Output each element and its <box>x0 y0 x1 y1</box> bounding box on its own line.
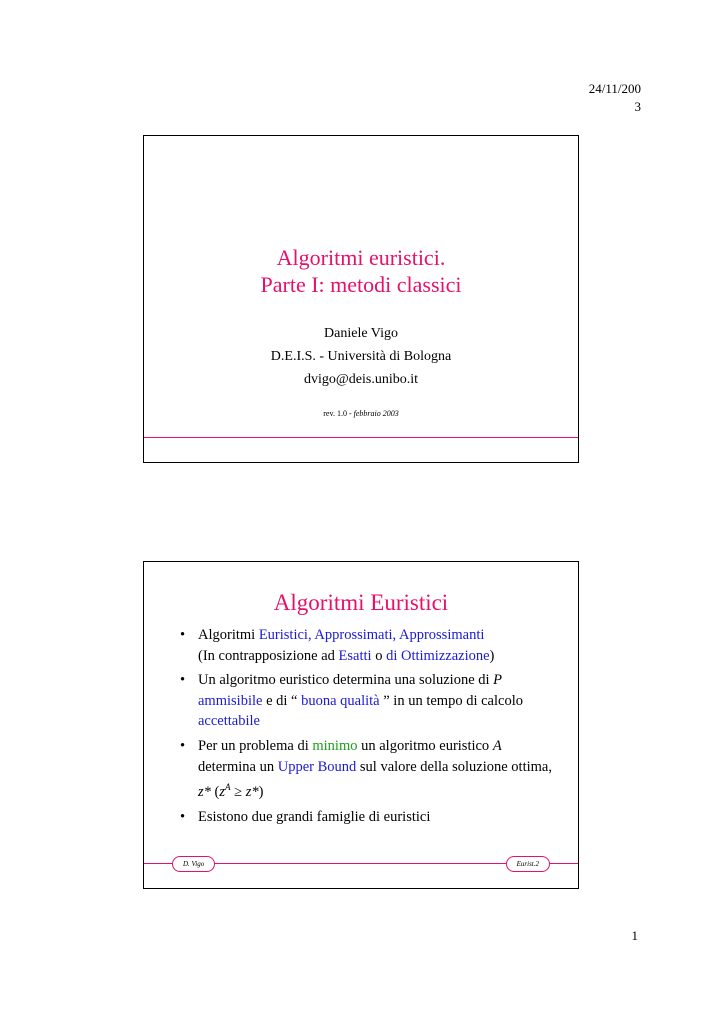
author-email: dvigo@deis.unibo.it <box>303 372 418 387</box>
bullet-4-text: Esistono due grandi famiglie di euristici <box>198 808 431 825</box>
bullet-1-text: Algoritmi <box>198 627 259 643</box>
header-date-line1: 24/11/200 <box>588 81 641 96</box>
bullet-1-text-2: (In contrapposizione ad <box>198 647 339 664</box>
bullet-1-ottimizzazione: di Ottimizzazione <box>386 647 490 664</box>
bullet-3-z: z <box>219 783 226 800</box>
bullet-4 <box>180 807 558 828</box>
bullet-1-esatti: Esatti <box>338 647 372 664</box>
bullet-2-text-3: ” in un tempo di calcolo <box>379 692 523 709</box>
bullet-2-buona-qualita: buona qualità <box>301 692 380 709</box>
slide-2-bullet-list <box>180 625 558 831</box>
bullet-2-text-2: e di “ <box>262 692 302 709</box>
revision-prefix: rev. 1.0 - <box>323 409 354 418</box>
revision-note <box>144 409 578 418</box>
bullet-3-a: A <box>492 737 502 754</box>
bullet-1-text-3: o <box>371 647 387 664</box>
bullet-3-upper-bound: Upper Bound <box>277 758 357 775</box>
bullet-3-text-2: un algoritmo euristico <box>357 737 493 754</box>
footer-author: D. Vigo <box>172 856 215 872</box>
author-name: Daniele Vigo <box>324 326 398 341</box>
bullet-3-zstar: z* <box>198 783 211 800</box>
slide-1-divider <box>144 437 578 438</box>
bullet-3-text-3: determina un <box>198 758 278 775</box>
bullet-3-paren-open: ( <box>210 783 220 800</box>
bullet-2-ammisibile: ammisibile <box>198 692 263 709</box>
bullet-2-p: P <box>493 672 503 689</box>
header-date <box>589 80 641 116</box>
slide-1-title <box>144 244 578 298</box>
bullet-3 <box>180 736 558 803</box>
slide-1-author-block <box>144 322 578 391</box>
bullet-2 <box>180 670 558 732</box>
bullet-3-text: Per un problema di <box>198 737 313 754</box>
slide-1-title-line1: Algoritmi euristici. <box>276 245 446 270</box>
bullet-3-paren-close: ) <box>258 783 264 800</box>
bullet-3-geq: ≥ <box>230 783 246 800</box>
bullet-3-minimo: minimo <box>312 737 358 754</box>
bullet-2-text: Un algoritmo euristico determina una soluzione di <box>198 672 494 689</box>
bullet-3-text-4: sul valore della soluzione ottima, <box>356 758 552 775</box>
footer-slide-id: Eurist.2 <box>506 856 550 872</box>
bullet-1-highlight: Euristici, Approssimati, Approssimanti <box>258 627 485 643</box>
bullet-1-text-4: ) <box>489 647 495 664</box>
slide-2 <box>143 561 579 889</box>
slide-2-title: Algoritmi Euristici <box>273 590 449 615</box>
author-affiliation: D.E.I.S. - Università di Bologna <box>270 349 452 364</box>
bullet-1 <box>180 625 558 666</box>
revision-date: febbraio 2003 <box>353 409 399 418</box>
slide-1-title-line2: Parte I: metodi classici <box>260 272 462 297</box>
bullet-2-accettabile: accettabile <box>198 713 260 730</box>
bullet-3-superscript-a: A <box>225 782 231 793</box>
header-date-line2: 3 <box>634 99 641 114</box>
slide-1 <box>143 135 579 463</box>
bullet-3-zstar-2: z* <box>245 783 259 800</box>
page-number: 1 <box>631 928 638 943</box>
